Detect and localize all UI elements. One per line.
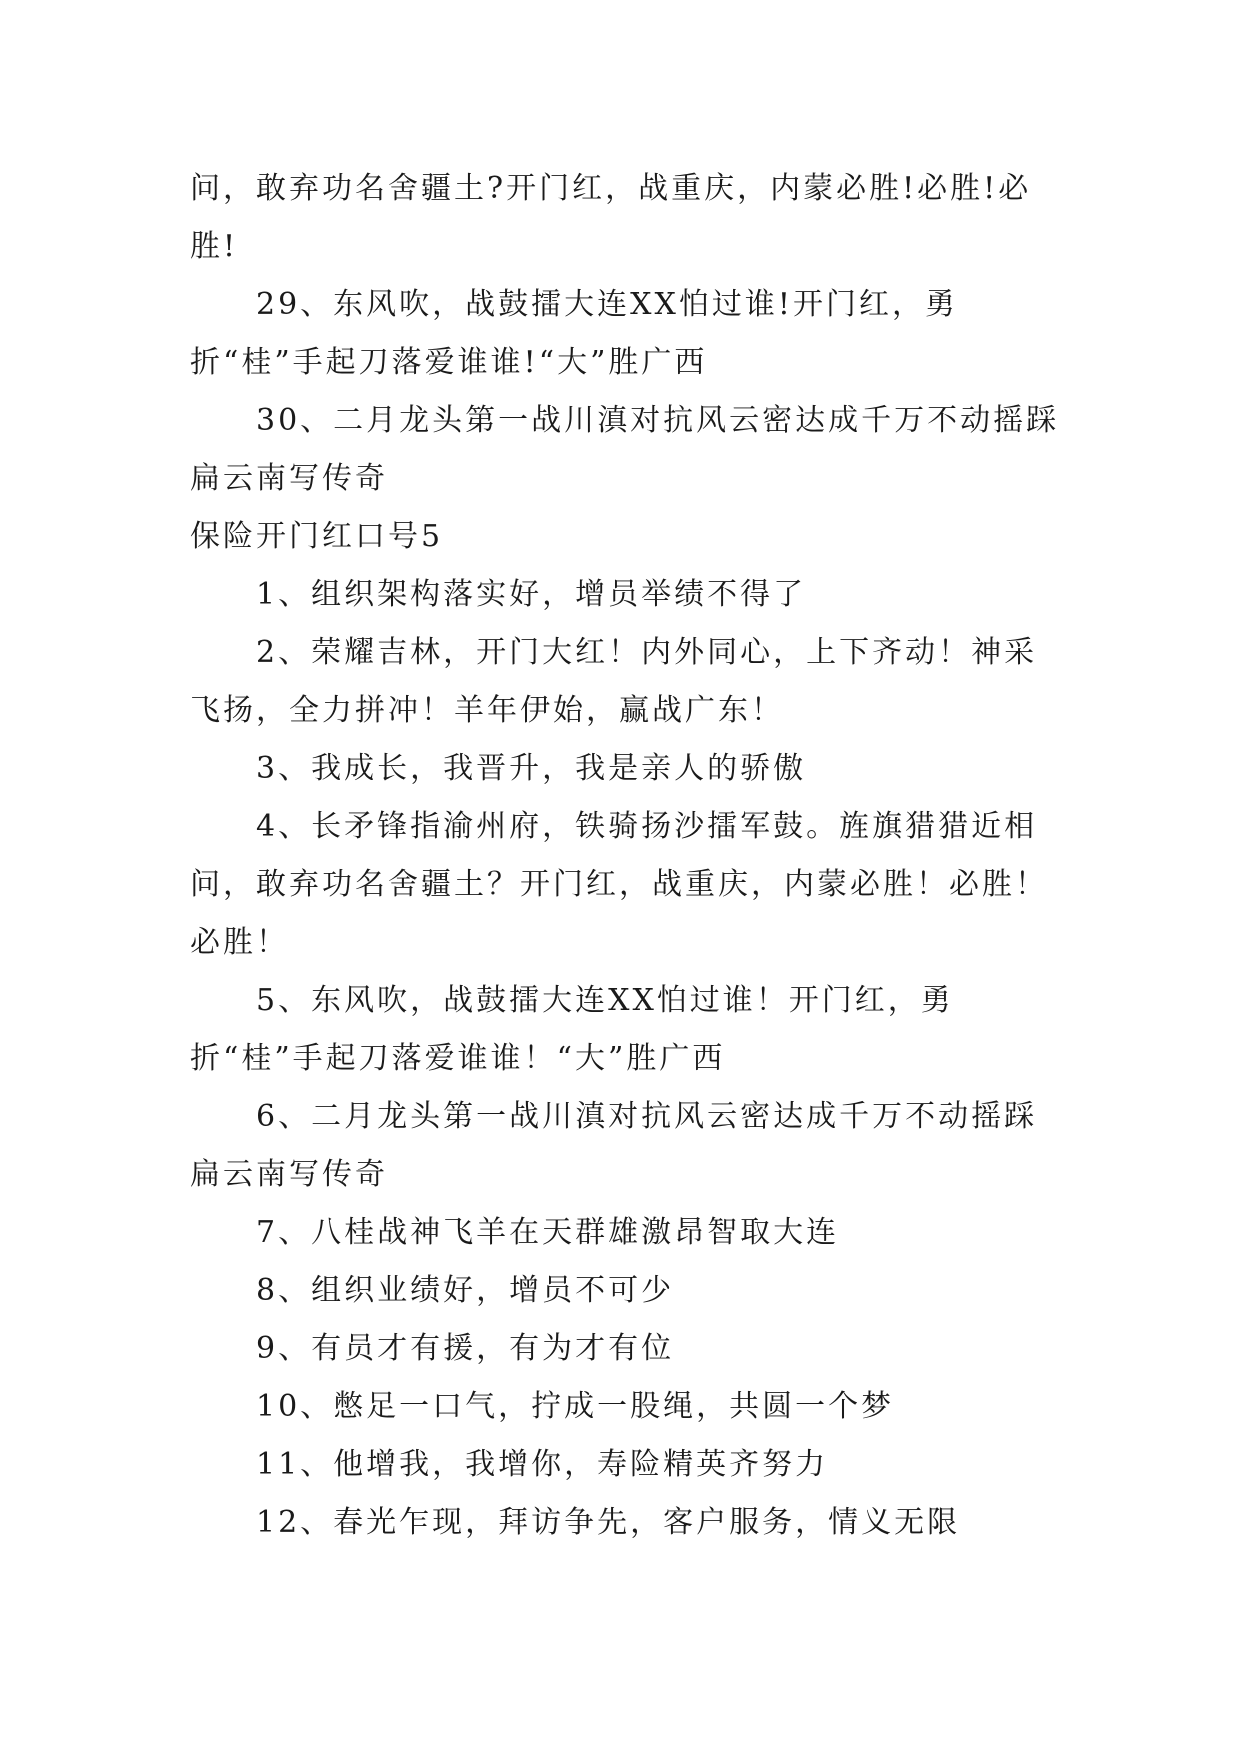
section-heading: 保险开门红口号5 — [190, 519, 444, 554]
list-item-1: 1、组织架构落实好，增员举绩不得了 — [256, 577, 807, 612]
document-body — [190, 160, 1062, 1552]
list-item-4: 4、长矛锋指渝州府，铁骑扬沙擂军鼓。旌旗猎猎近相问，敢弃功名舍疆土？开门红，战重庆，内蒙必胜！必胜！必胜！ — [190, 809, 1048, 960]
paragraph-continued: 问，敢弃功名舍疆土?开门红，战重庆，内蒙必胜!必胜!必胜! — [190, 171, 1032, 264]
list-item-7: 7、八桂战神飞羊在天群雄激昂智取大连 — [256, 1215, 840, 1250]
list-item-9: 9、有员才有援，有为才有位 — [256, 1331, 675, 1366]
list-item-3: 3、我成长，我晋升，我是亲人的骄傲 — [256, 751, 807, 786]
list-item-11: 11、他增我，我增你，寿险精英齐努力 — [256, 1447, 829, 1482]
list-item-5: 5、东风吹，战鼓擂大连XX怕过谁！开门红，勇折“桂”手起刀落爱谁谁！“大”胜广西 — [190, 983, 954, 1076]
list-item-2: 2、荣耀吉林，开门大红！内外同心，上下齐动！神采飞扬，全力拼冲！羊年伊始，赢战广东！ — [190, 635, 1038, 728]
list-item-12: 12、春光乍现，拜访争先，客户服务，情义无限 — [256, 1505, 961, 1540]
paragraph-item-30: 30、二月龙头第一战川滇对抗风云密达成千万不动摇踩扁云南写传奇 — [190, 403, 1060, 496]
list-item-8: 8、组织业绩好，增员不可少 — [256, 1273, 675, 1308]
paragraph-item-29: 29、东风吹，战鼓擂大连XX怕过谁!开门红，勇折“桂”手起刀落爱谁谁!“大”胜广西 — [190, 287, 958, 380]
list-item-10: 10、憋足一口气，拧成一股绳，共圆一个梦 — [256, 1389, 895, 1424]
list-item-6: 6、二月龙头第一战川滇对抗风云密达成千万不动摇踩扁云南写传奇 — [190, 1099, 1038, 1192]
